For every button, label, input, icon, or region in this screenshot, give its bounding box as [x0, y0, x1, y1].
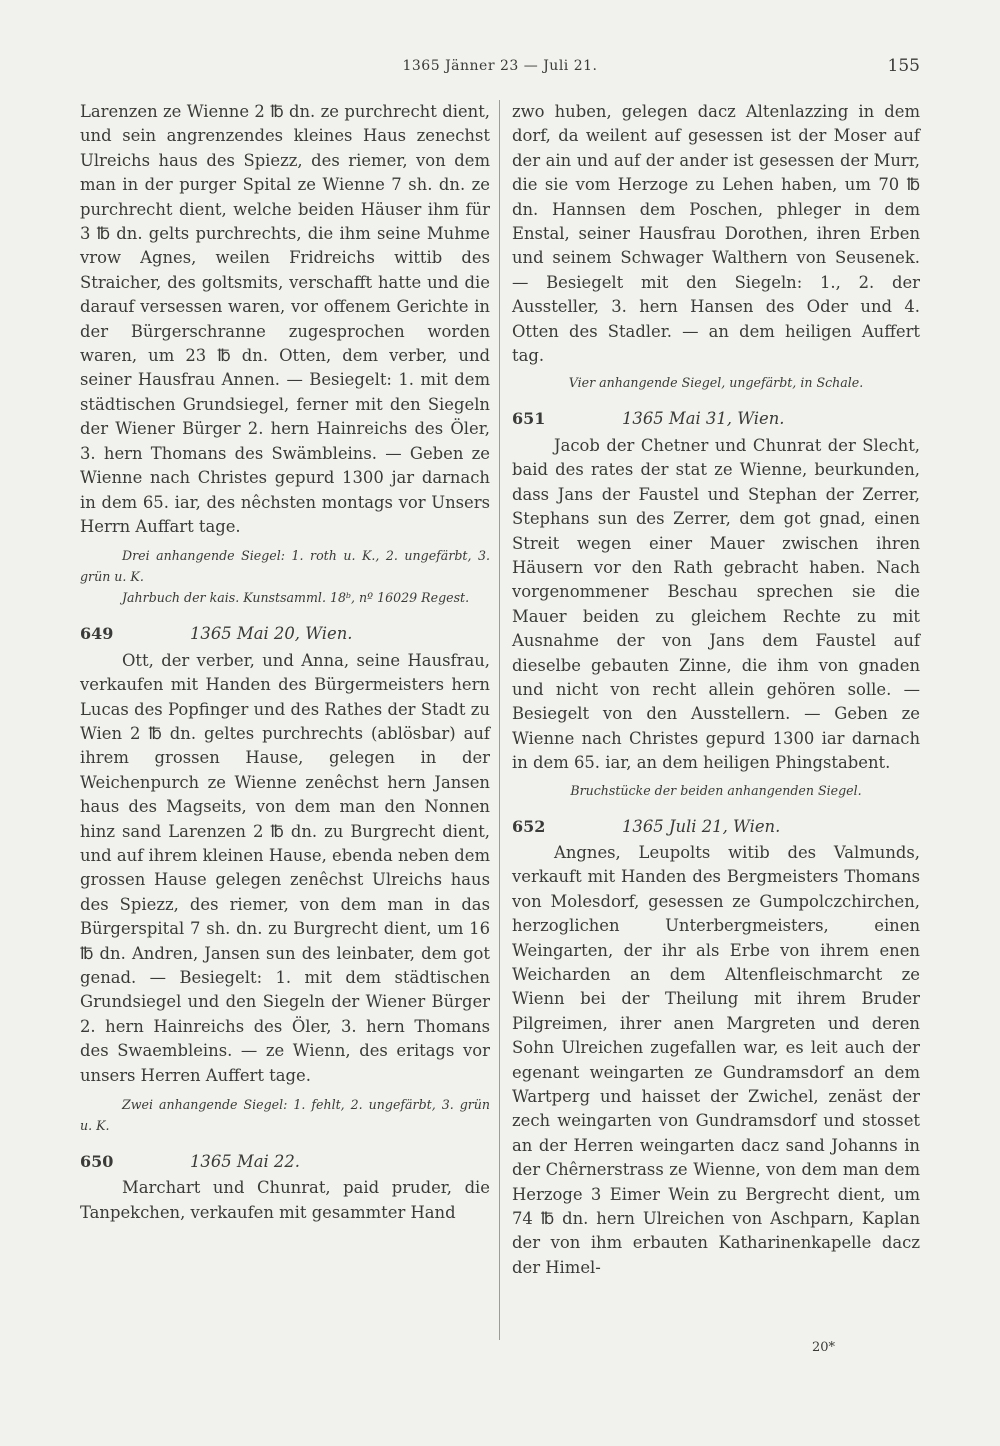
- entry-date: 1365 Juli 21, Wien.: [622, 816, 781, 836]
- entry-number: 650: [80, 1152, 114, 1172]
- entry-number: 649: [80, 624, 114, 644]
- entry-text-650: Marchart und Chunrat, paid pruder, die Tanpekchen, verkaufen mit gesammter Hand: [80, 1178, 490, 1222]
- entry-number: 652: [512, 816, 546, 836]
- entry-text-651: Jacob der Chetner und Chunrat der Slecht, baid des rates der stat ze Wienne, beurkunden, dass Jans der Faustel und Stephan der Zerrer, Stephans sun des Zerrer, dem got gnad, einen Streit wegen einer Mauer zwischen ihren Häusern vor den Rath gebracht haben. Nach vorgenommener Beschau sprechen sie die Mauer beiden zu gleichem Rechte zu mit Ausnahme der von Jans dem Faustel auf dieselbe gebauten Zinne, die ihm von gnaden und nicht von recht allein gehören solle. — Besiegelt von den Ausstellern. — Geben ze Wienne nach Christes gepurd 1300 iar darnach in dem 65. iar, an dem heiligen Phingstabent.: [512, 435, 920, 773]
- column-divider: [499, 100, 500, 1340]
- entry-text-649: Ott, der verber, und Anna, seine Hausfrau, verkaufen mit Handen des Bürgermeisters hern Lucas des Popfinger und des Rathes der Stadt zu Wien 2 ℔ dn. geltes purchrechts (ablösbar) auf ihrem grossen Hause, gelegen in der Weichenpurch ze Wienne zenêchst hern Jansen haus des Magseits, von dem man den Nonnen hinz sand Larenzen 2 ℔ dn. zu Burgrecht dient, und auf ihrem kleinen Hause, ebenda neben dem grossen Hause gelegen zenêchst Ulreichs haus des Spiezz, des riemer, von dem man in das Bürgerspital 7 sh. dn. zu Burgrecht dient, um 16 ℔ dn. Andren, Jansen sun des leinbater, dem got genad. — Besiegelt: 1. mit dem städtischen Grundsiegel und den Siegeln der Wiener Bürger 2. hern Hainreichs des Öler, 3. hern Thomans des Swaembleins. — ze Wienn, des eritags vor unsers Herren Auffert tage.: [80, 650, 490, 1085]
- running-header: [0, 58, 1000, 82]
- entry-date: 1365 Mai 20, Wien.: [190, 624, 353, 644]
- seal-note-649: Zwei anhangende Siegel: 1. fehlt, 2. ungefärbt, 3. grün u. K.: [80, 1097, 490, 1134]
- entry-heading-651: [512, 407, 920, 431]
- signature-mark: 20*: [812, 1340, 836, 1355]
- entry-text-652: Angnes, Leupolts witib des Valmunds, verkauft mit Handen des Bergmeisters Thomans von Molesdorf, gesessen ze Gumpolczchirchen, herzoglichen Unterbergmeisters, einen Weingarten, der ihr als Erbe von ihrem enen Weicharden an dem Altenfleischmarcht ze Wienn bei der Theilung mit ihrem Bruder Pilgreimen, ihrer anen Margreten und deren Sohn Ulreichen zugefallen war, es leit auch der egenant weingarten ze Gundramsdorf an dem Wartperg und haisset der Zwichel, zenäst der zech weingarten von Gundramsdorf und stosset an der Herren weingarten dacz sand Johanns in der Chêrnerstrass ze Wienne, von dem man dem Herzoge 3 Eimer Wein zu Bergrecht dient, um 74 ℔ dn. hern Ulreichen von Aschparn, Kaplan der von ihm erbauten Katharinenkapelle dacz der Himel-: [512, 842, 920, 1277]
- continued-entry-text: Larenzen ze Wienne 2 ℔ dn. ze purchrecht dient, und sein angrenzendes kleines Haus zenechst Ulreichs haus des Spiezz, des riemer, von dem man in der purger Spital ze Wienne 7 sh. dn. ze purchrecht dient, welche beiden Häuser ihm für 3 ℔ dn. gelts purchrechts, die ihm seine Muhme vrow Agnes, weilen Fridreichs wittib des Straicher, des goltsmits, verschafft hatte und die darauf versessen waren, vor offenem Gerichte in der Bürgerschranne zugesprochen worden waren, um 23 ℔ dn. Otten, dem verber, und seiner Hausfrau Annen. — Besiegelt: 1. mit dem städtischen Grundsiegel, ferner mit den Siegeln der Wiener Bürger 2. hern Hainreichs des Öler, 3. hern Thomans des Swämbleins. — Geben ze Wienne nach Christes gepurd 1300 jar darnach in dem 65. iar, des nêchsten montags vor Unsers Herrn Auffart tage.: [80, 102, 490, 536]
- seal-note-651: Bruchstücke der beiden anhangenden Siegel.: [570, 782, 862, 798]
- entry-date: 1365 Mai 22.: [190, 1152, 300, 1172]
- entry-date: 1365 Mai 31, Wien.: [622, 409, 785, 429]
- right-column: [512, 100, 920, 1280]
- entry-number: 651: [512, 409, 546, 429]
- entry-heading-652: [512, 815, 920, 839]
- left-column: [80, 100, 490, 1225]
- date-range: 1365 Jänner 23 — Juli 21.: [402, 58, 598, 74]
- entry-heading-649: [80, 622, 490, 646]
- continued-entry-text: zwo huben, gelegen dacz Altenlazzing in dem dorf, da weilent auf gesessen ist der Moser auf der ain und auf der ander ist gesessen der Murr, die sie vom Herzoge zu Lehen haben, um 70 ℔ dn. Hannsen dem Poschen, phleger in dem Enstal, seiner Hausfrau Dorothen, ihren Erben und seinem Schwager Walthern von Seusenek. — Besiegelt mit den Siegeln: 1., 2. der Aussteller, 3. hern Hansen des Oder und 4. Otten des Stadler. — an dem heiligen Auffert tag.: [512, 102, 920, 366]
- reference-note: Jahrbuch der kais. Kunstsamml. 18ᵇ, nº 16029 Regest.: [122, 590, 470, 606]
- seal-note: Vier anhangende Siegel, ungefärbt, in Schale.: [568, 375, 864, 391]
- entry-heading-650: [80, 1150, 490, 1174]
- page-number: 155: [887, 56, 920, 76]
- seal-note: Drei anhangende Siegel: 1. roth u. K., 2. ungefärbt, 3. grün u. K.: [80, 548, 490, 585]
